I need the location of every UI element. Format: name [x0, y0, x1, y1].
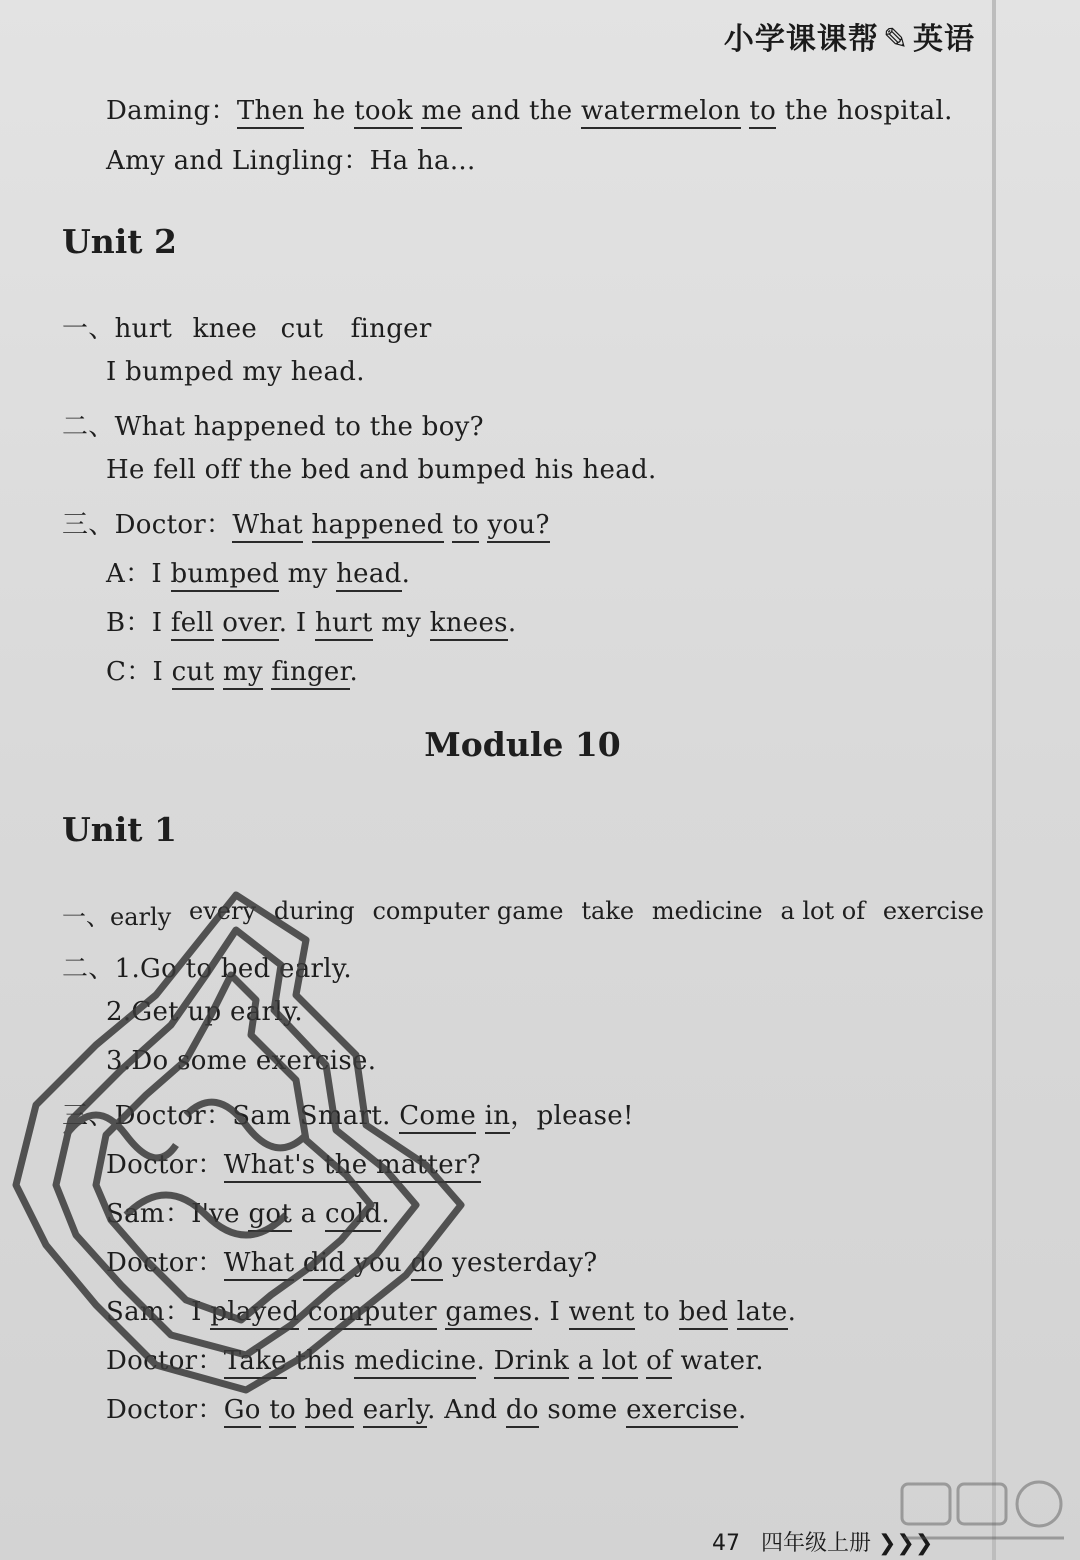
dialog-line: Amy and Lingling：Ha ha... [106, 146, 476, 176]
list-item: 3.Do some exercise. [106, 1046, 377, 1076]
pencil-icon: ✎ [882, 22, 909, 57]
dialog-line: A：I bumped my head. [106, 553, 410, 590]
dialog-line: Sam：I played computer games. I went to bed late. [106, 1291, 796, 1328]
dialog-line: Doctor：Take this medicine. Drink a lot of water. [106, 1340, 764, 1377]
word-list: 一、early every during computer game take medicine a lot of exercise [62, 897, 984, 931]
dialog-line: Doctor：What did you do yesterday? [106, 1242, 597, 1279]
exercise-part-3: 三、Doctor：What happened to you? [62, 504, 550, 541]
answer-sentence: He fell off the bed and bumped his head. [106, 455, 657, 485]
page-spine [992, 0, 996, 1560]
answer-sentence: I bumped my head. [106, 357, 365, 387]
dialog-line: Daming：Then he took me and the watermelon to the hospital. [106, 90, 953, 127]
module-heading: Module 10 [424, 725, 621, 764]
dialog-line: C：I cut my finger. [106, 651, 358, 688]
exercise-part-3: 三、Doctor：Sam Smart. Come in，please! [62, 1095, 634, 1132]
book-header [724, 14, 975, 58]
dialog-line: Sam：I've got a cold. [106, 1193, 390, 1230]
exercise-part-1: 一、hurt knee cut finger [62, 314, 432, 344]
dialog-line: Doctor：Go to bed early. And do some exercise. [106, 1389, 747, 1426]
watermark-logo [894, 1476, 1074, 1554]
page-number: 47 [712, 1531, 740, 1556]
unit-heading: Unit 2 [62, 222, 178, 261]
unit-heading: Unit 1 [62, 810, 178, 849]
dialog-line: Doctor：What's the matter? [106, 1144, 481, 1181]
book-subject: 英语 [913, 22, 975, 57]
exercise-part-2: 二、1.Go to bed early. [62, 954, 352, 984]
book-title: 小学课课帮 [723, 22, 879, 57]
dialog-line: B：I fell over. I hurt my knees. [106, 602, 516, 639]
exercise-part-2: 二、What happened to the boy? [62, 412, 484, 442]
chevron-right-icon: ❯❯❯ [871, 1531, 934, 1556]
list-item: 2.Get up early. [106, 997, 303, 1027]
grade-label: 四年级上册 [760, 1531, 871, 1556]
